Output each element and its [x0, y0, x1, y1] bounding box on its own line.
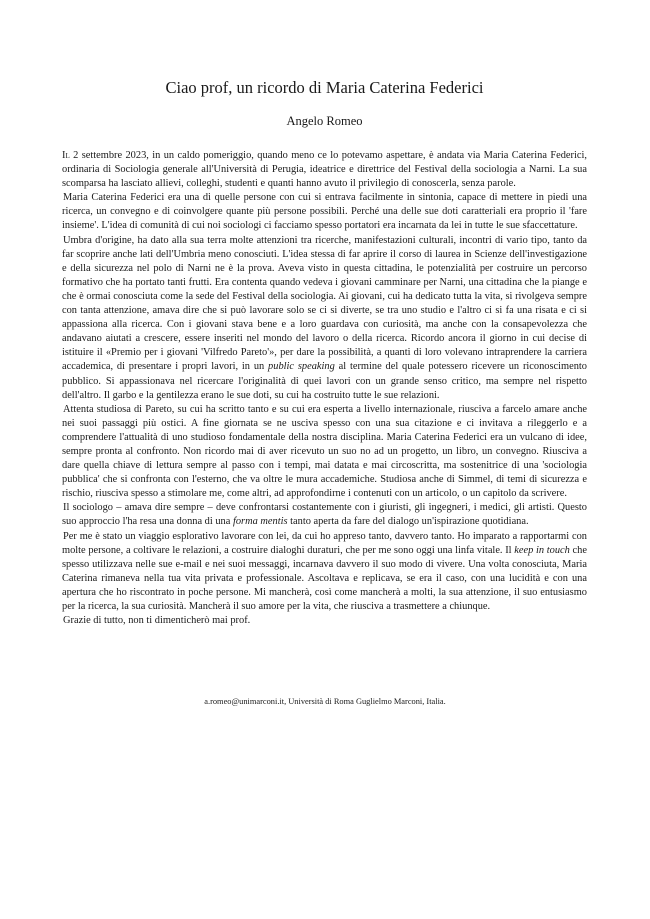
paragraph-6-text-a: Per me è stato un viaggio esplorativo lavorare con lei, da cui ho appreso tanto, davvero tanto. Ho imparato a rapportarmi con molte persone, a coltivare le relazioni, a costruire dialoghi duraturi, che per me sono oggi una linfa vitale. Il: [62, 530, 587, 556]
paragraph-1-lead: Il: [62, 150, 70, 161]
paragraph-3-text-a: Umbra d'origine, ha dato alla sua terra molte attenzioni tra ricerche, manifestazioni culturali, incontri di vario tipo, tanto da far scoprire anche lati dell'Umbria meno conosciuti. L'idea stessa di far aprire il corso di laurea in Scienze dell'investigazione e della sicurezza nel polo di Narni ne è la prova. Aveva visto in questa cittadina, le potenzialità per costruire un percorso formativo che ha portato tanti frutti. Era contenta quando vedeva i giovani camminare per Narni, una cittadina che la piange e che è ormai conosciuta come la sede del Festival della sociologia. Ai giovani, cui ha dedicato tutta la vita, si rivolgeva sempre con tanta attenzione, amava dire che si può lavorare solo se ci si diverte, se tra uno studio e l'altro ci si fa una risata e ci si appassiona alla ricerca. Con i giovani stava bene e a loro guardava con curiosità, ma anche con la consapevolezza che andavano aiutati a crescere, essere inseriti nel mondo del lavoro o della ricerca. Ricordo ancora il giorno in cui decise di istituire il «Premio per i giovani 'Vilfredo Pareto'», per dare la possibilità, a quanti di loro volevano intraprendere la carriera accademica, di presentare i propri lavori, in un: [62, 234, 587, 373]
article-body: [62, 149, 587, 628]
paragraph-5: [62, 501, 587, 529]
author-affiliation: a.romeo@unimarconi.it, Università di Roma Guglielmo Marconi, Italia.: [204, 697, 446, 706]
paragraph-3-italic: public speaking: [268, 361, 335, 373]
paragraph-5-text-a: Il sociologo – amava dire sempre – deve confrontarsi costantemente con i giuristi, gli ingegneri, i medici, gli artisti. Questo suo approccio l'ha resa una donna di una: [62, 502, 587, 528]
paragraph-3-text-b: al termine del quale potessero ricevere un riconoscimento pubblico. Si appassionava nel ricercare l'originalità di quei lavori con un grande senso critico, ma sempre nel rispetto dell'altro. Il garbo e la gentilezza erano le sue doti, su cui ha costruito tutte le sue relazioni.: [62, 361, 588, 401]
paragraph-7: Grazie di tutto, non ti dimenticherò mai prof.: [63, 615, 251, 627]
article: [62, 78, 587, 628]
paragraph-1: [62, 149, 587, 191]
paragraph-6-italic: keep in touch: [514, 544, 570, 556]
paragraph-2: Maria Caterina Federici era una di quelle persone con cui si entrava facilmente in sintonia, capace di mettere in piedi una ricerca, un convegno e di coinvolgere quante più persone possibili. Perché una delle sue doti caratteriali era proprio il 'fare insieme'. L'idea di comunità di cui noi sociologi ci facciamo spesso portatori era incarnata da lei in tutte le sue sfaccettature.: [62, 192, 587, 232]
paragraph-6: [62, 530, 587, 615]
paragraph-3: [62, 234, 587, 403]
paragraph-5-text-b: tanto aperta da fare del dialogo un'ispirazione quotidiana.: [287, 516, 529, 528]
paragraph-5-italic: forma mentis: [232, 516, 288, 528]
author-name: Angelo Romeo: [286, 114, 363, 128]
paragraph-6-text-b: che spesso utilizzava nelle sue e-mail e nei suoi messaggi, incarnava davvero il suo modo di vivere. Una volta conosciuta, Maria Caterina rimaneva nella tua vita privata e professionale. Ascoltava e replicava, se era il caso, con una lucidità e con una apertura che ho riscontrato in poche persone. Mi mancherà, così come mancherà a molti, la sua attenzione, il suo entusiasmo per la ricerca, la sua curiosità. Mancherà il suo amore per la vita, che riusciva a trasmettere a chiunque.: [62, 544, 587, 612]
paragraph-1-text: 2 settembre 2023, in un caldo pomeriggio, quando meno ce lo potevamo aspettare, è andata via Maria Caterina Federici, ordinaria di Sociologia generale all'Università di Perugia, ideatrice e direttrice del Festival della sociologia a Narni. La sua scomparsa ha lasciato allievi, colleghi, studenti e quanti hanno avuto il privilegio di conoscerla, senza parole.: [62, 150, 587, 190]
page-title: Ciao prof, un ricordo di Maria Caterina Federici: [165, 78, 484, 97]
paragraph-4: Attenta studiosa di Pareto, su cui ha scritto tanto e su cui era esperta a livello internazionale, riusciva a farcelo amare anche nei suoi passaggi più ostici. A fine giornata se ne usciva spesso con una sua citazione e ci invitava a rileggerlo e a comprendere l'attualità di uno studioso fondamentale della nostra disciplina. Maria Caterina Federici era un vulcano di idee, sempre pronta al confronto. Non ricordo mai di aver ricevuto un suo no ad un progetto, un libro, un convegno. Riusciva a dare quella chiave di lettura sempre al passo con i tempi, mai datata e mai circoscritta, ma sostenitrice di una 'sociologia pubblica' che si confronta con l'esterno, che va oltre le mura accademiche. Studiosa anche di Simmel, di temi di sicurezza e rischio, riusciva spesso a stimolare me, come altri, ad approfondirne i contenuti con un articolo, o un capitolo da scrivere.: [62, 403, 587, 500]
